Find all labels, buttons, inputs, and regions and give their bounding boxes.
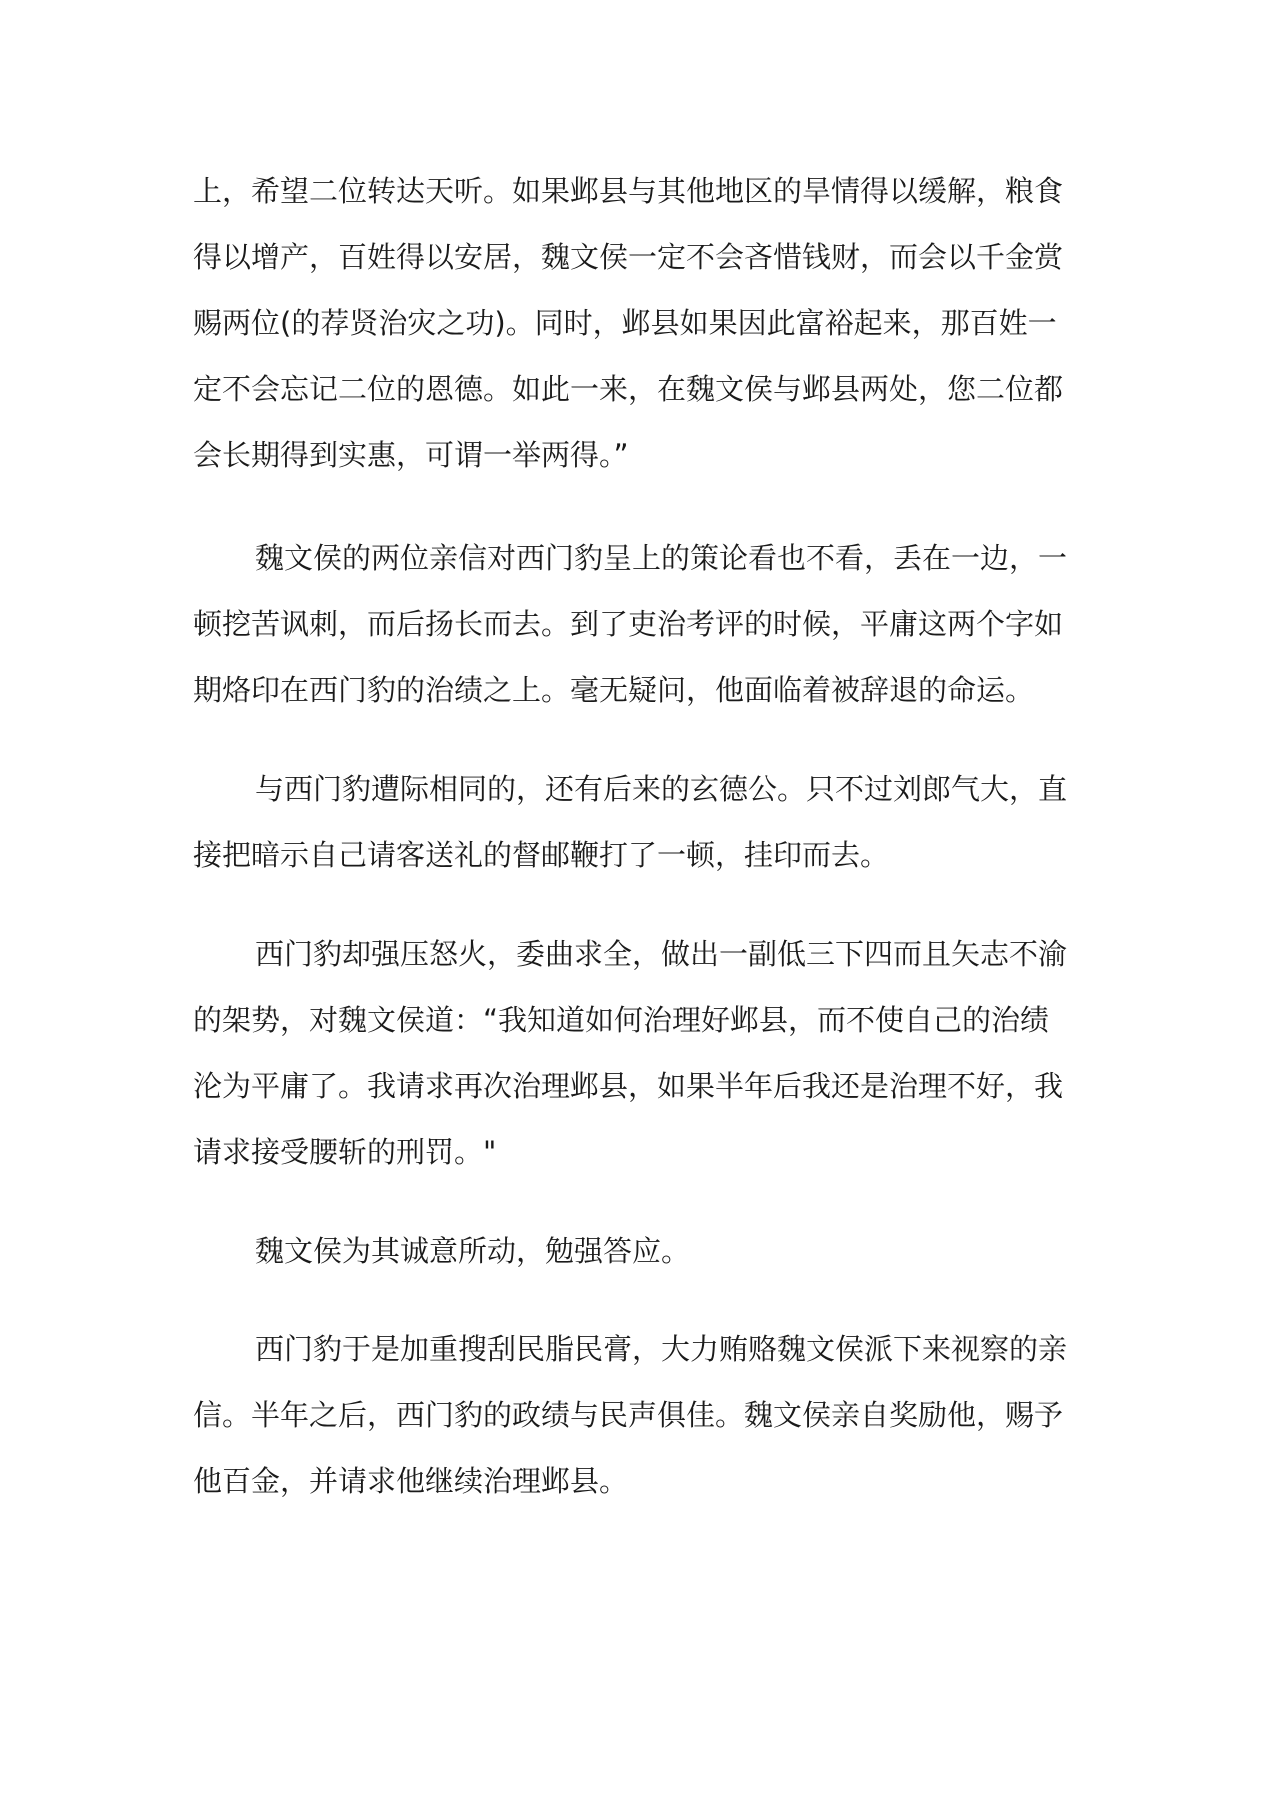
paragraph-line: 赐两位(的荐贤治灾之功)。同时，邺县如果因此富裕起来，那百姓一 (193, 306, 1057, 340)
paragraph-line: 他百金，并请求他继续治理邺县。 (193, 1464, 629, 1498)
paragraph-line: 信。半年之后，西门豹的政绩与民声俱佳。魏文侯亲自奖励他，赐予 (193, 1398, 1064, 1432)
paragraph-line: 沦为平庸了。我请求再次治理邺县，如果半年后我还是治理不好，我 (193, 1069, 1064, 1103)
paragraph-line: 接把暗示自己请客送礼的督邮鞭打了一顿，挂印而去。 (193, 838, 890, 872)
paragraph-line: 与西门豹遭际相同的，还有后来的玄德公。只不过刘郎气大，直 (255, 772, 1068, 806)
paragraph-6 (193, 1316, 1089, 1514)
paragraph-line: 定不会忘记二位的恩德。如此一来，在魏文侯与邺县两处，您二位都 (193, 372, 1064, 406)
paragraph-line: 得以增产，百姓得以安居，魏文侯一定不会吝惜钱财，而会以千金赏 (193, 240, 1064, 274)
paragraph-line: 西门豹于是加重搜刮民脂民膏，大力贿赂魏文侯派下来视察的亲 (255, 1332, 1068, 1366)
paragraph-line: 期烙印在西门豹的治绩之上。毫无疑问，他面临着被辞退的命运。 (193, 673, 1035, 707)
paragraph-line: 会长期得到实惠，可谓一举两得。” (193, 438, 629, 472)
paragraph-line: 顿挖苦讽刺，而后扬长而去。到了吏治考评的时候，平庸这两个字如 (193, 607, 1064, 641)
paragraph-line: 上，希望二位转达天听。如果邺县与其他地区的旱情得以缓解，粮食 (193, 174, 1064, 208)
paragraph-3 (193, 756, 1089, 888)
paragraph-line: 西门豹却强压怒火，委曲求全，做出一副低三下四而且矢志不渝 (255, 937, 1068, 971)
paragraph-line: 的架势，对魏文侯道：“我知道如何治理好邺县，而不使自己的治绩 (193, 1003, 1050, 1037)
paragraph-1 (193, 158, 1089, 488)
paragraph-5 (193, 1218, 1089, 1284)
paragraph-line: 魏文侯为其诚意所动，勉强答应。 (255, 1234, 691, 1268)
paragraph-2 (193, 525, 1089, 723)
paragraph-4 (193, 921, 1089, 1185)
paragraph-line: 请求接受腰斩的刑罚。" (193, 1135, 497, 1169)
paragraph-line: 魏文侯的两位亲信对西门豹呈上的策论看也不看，丢在一边，一 (255, 541, 1068, 575)
